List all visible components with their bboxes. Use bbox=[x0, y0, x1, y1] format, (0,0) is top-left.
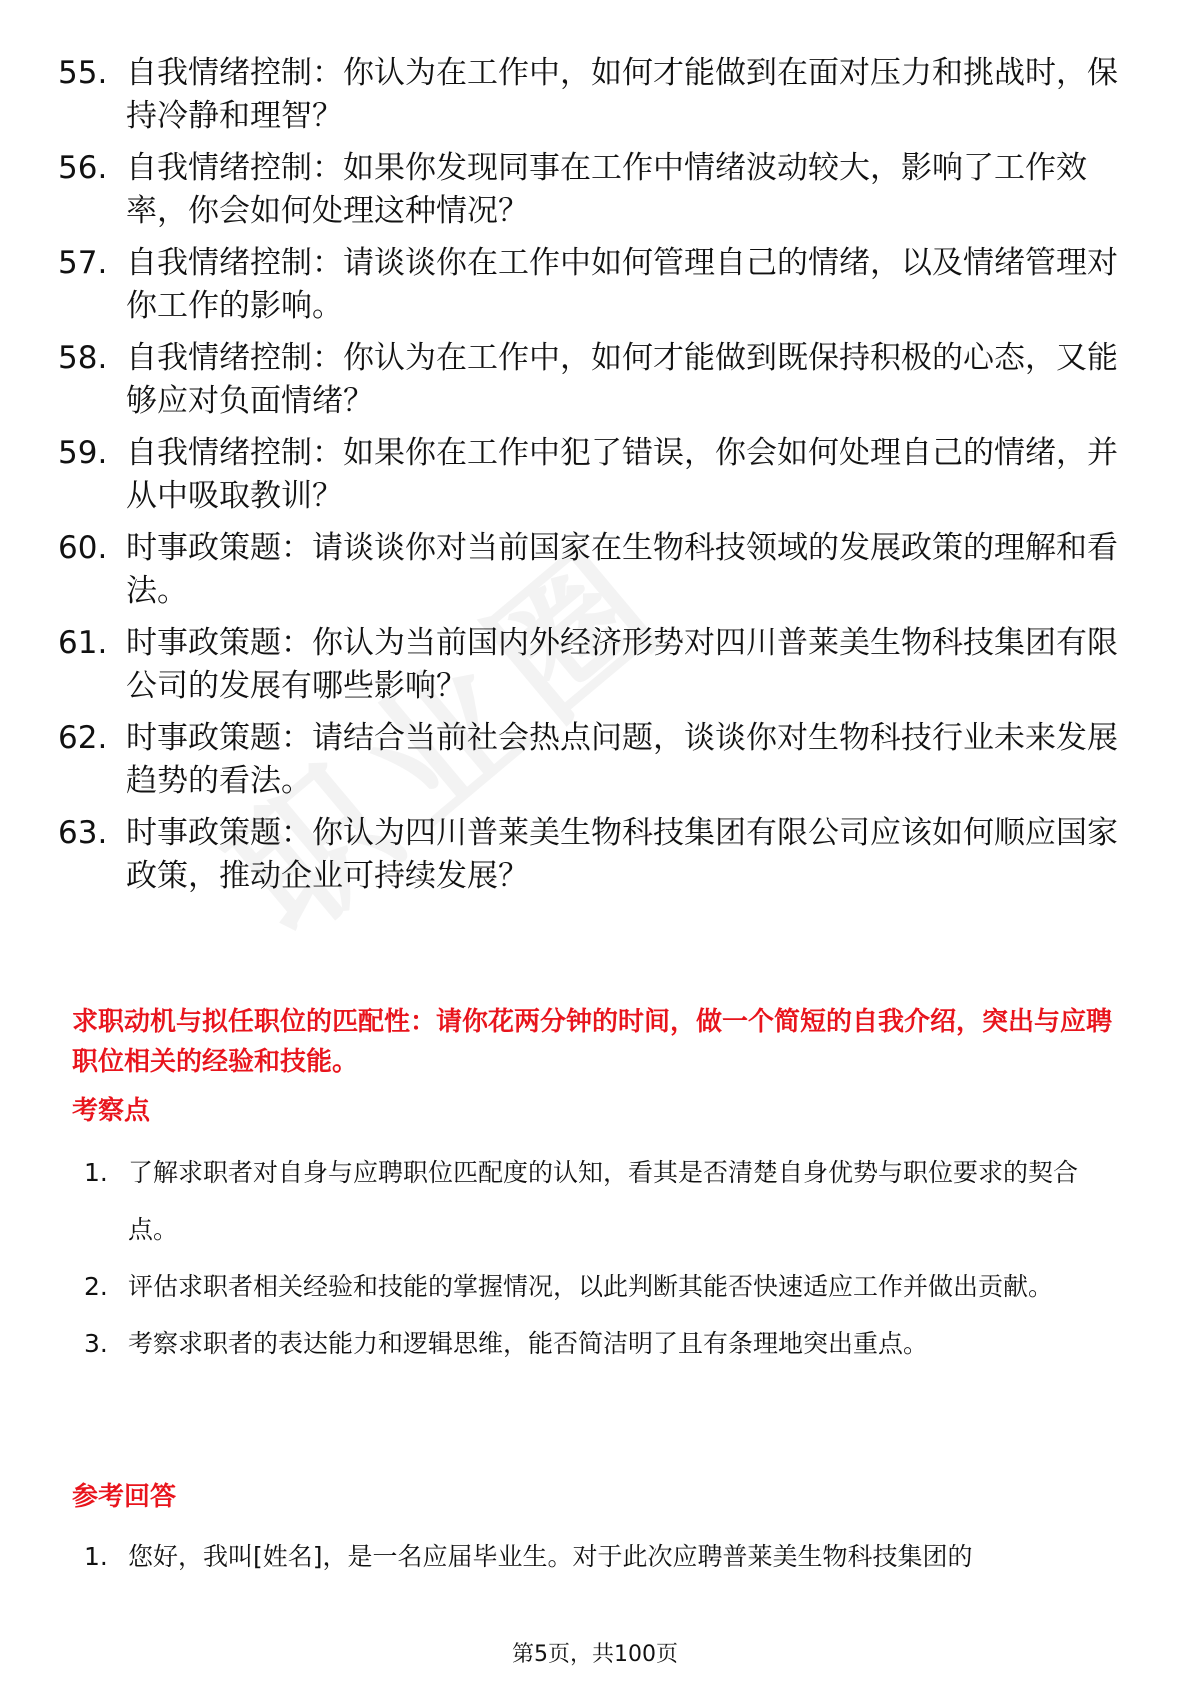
question-text: 自我情绪控制：你认为在工作中，如何才能做到在面对压力和挑战时，保持冷静和理智？ bbox=[126, 55, 1118, 134]
list-item bbox=[84, 1258, 1124, 1315]
question-item bbox=[58, 242, 1118, 328]
question-text: 时事政策题：请谈谈你对当前国家在生物科技领域的发展政策的理解和看法。 bbox=[126, 530, 1118, 609]
answer-list bbox=[84, 1528, 1124, 1585]
question-item bbox=[58, 52, 1118, 138]
question-number: 56. bbox=[58, 150, 108, 186]
list-item-text: 评估求职者相关经验和技能的掌握情况，以此判断其能否快速适应工作并做出贡献。 bbox=[128, 1272, 1054, 1301]
question-item bbox=[58, 432, 1118, 518]
question-item bbox=[58, 622, 1118, 708]
question-text: 时事政策题：你认为四川普莱美生物科技集团有限公司应该如何顺应国家政策，推动企业可持续发展？ bbox=[126, 815, 1118, 894]
question-number: 55. bbox=[58, 55, 108, 91]
question-item bbox=[58, 717, 1118, 803]
question-text: 自我情绪控制：请谈谈你在工作中如何管理自己的情绪，以及情绪管理对你工作的影响。 bbox=[126, 245, 1118, 324]
list-item-text: 您好，我叫[姓名]，是一名应届毕业生。对于此次应聘普莱美生物科技集团的 bbox=[128, 1542, 973, 1571]
page-footer: 第5页，共100页 bbox=[512, 1642, 678, 1667]
question-text: 自我情绪控制：如果你在工作中犯了错误，你会如何处理自己的情绪，并从中吸取教训？ bbox=[126, 435, 1118, 514]
question-number: 59. bbox=[58, 435, 108, 471]
list-item bbox=[84, 1528, 1124, 1585]
list-item bbox=[84, 1144, 1124, 1258]
question-text: 自我情绪控制：你认为在工作中，如何才能做到既保持积极的心态，又能够应对负面情绪？ bbox=[126, 340, 1118, 419]
list-item-text: 考察求职者的表达能力和逻辑思维，能否简洁明了且有条理地突出重点。 bbox=[128, 1329, 929, 1358]
question-number: 63. bbox=[58, 815, 108, 851]
points-list bbox=[84, 1144, 1124, 1372]
list-item-number: 1. bbox=[84, 1542, 108, 1571]
list-item-text: 了解求职者对自身与应聘职位匹配度的认知，看其是否清楚自身优势与职位要求的契合点。 bbox=[128, 1158, 1079, 1244]
question-item bbox=[58, 812, 1118, 898]
highlight-question: 求职动机与拟任职位的匹配性：请你花两分钟的时间，做一个简短的自我介绍，突出与应聘职位相关的经验和技能。 bbox=[72, 1007, 1113, 1077]
question-list bbox=[58, 52, 1118, 907]
list-item-number: 2. bbox=[84, 1272, 108, 1301]
question-text: 时事政策题：请结合当前社会热点问题，谈谈你对生物科技行业未来发展趋势的看法。 bbox=[126, 720, 1118, 799]
question-item bbox=[58, 147, 1118, 233]
question-number: 57. bbox=[58, 245, 108, 281]
question-number: 62. bbox=[58, 720, 108, 756]
list-item bbox=[84, 1315, 1124, 1372]
question-text: 时事政策题：你认为当前国内外经济形势对四川普莱美生物科技集团有限公司的发展有哪些影响？ bbox=[126, 625, 1118, 704]
question-number: 61. bbox=[58, 625, 108, 661]
question-item bbox=[58, 527, 1118, 613]
list-item-number: 3. bbox=[84, 1329, 108, 1358]
question-text: 自我情绪控制：如果你发现同事在工作中情绪波动较大，影响了工作效率，你会如何处理这种情况？ bbox=[126, 150, 1087, 229]
section-label-points: 考察点 bbox=[72, 1096, 151, 1126]
list-item-number: 1. bbox=[84, 1158, 108, 1187]
question-number: 58. bbox=[58, 340, 108, 376]
question-number: 60. bbox=[58, 530, 108, 566]
section-label-answer: 参考回答 bbox=[72, 1482, 177, 1512]
question-item bbox=[58, 337, 1118, 423]
